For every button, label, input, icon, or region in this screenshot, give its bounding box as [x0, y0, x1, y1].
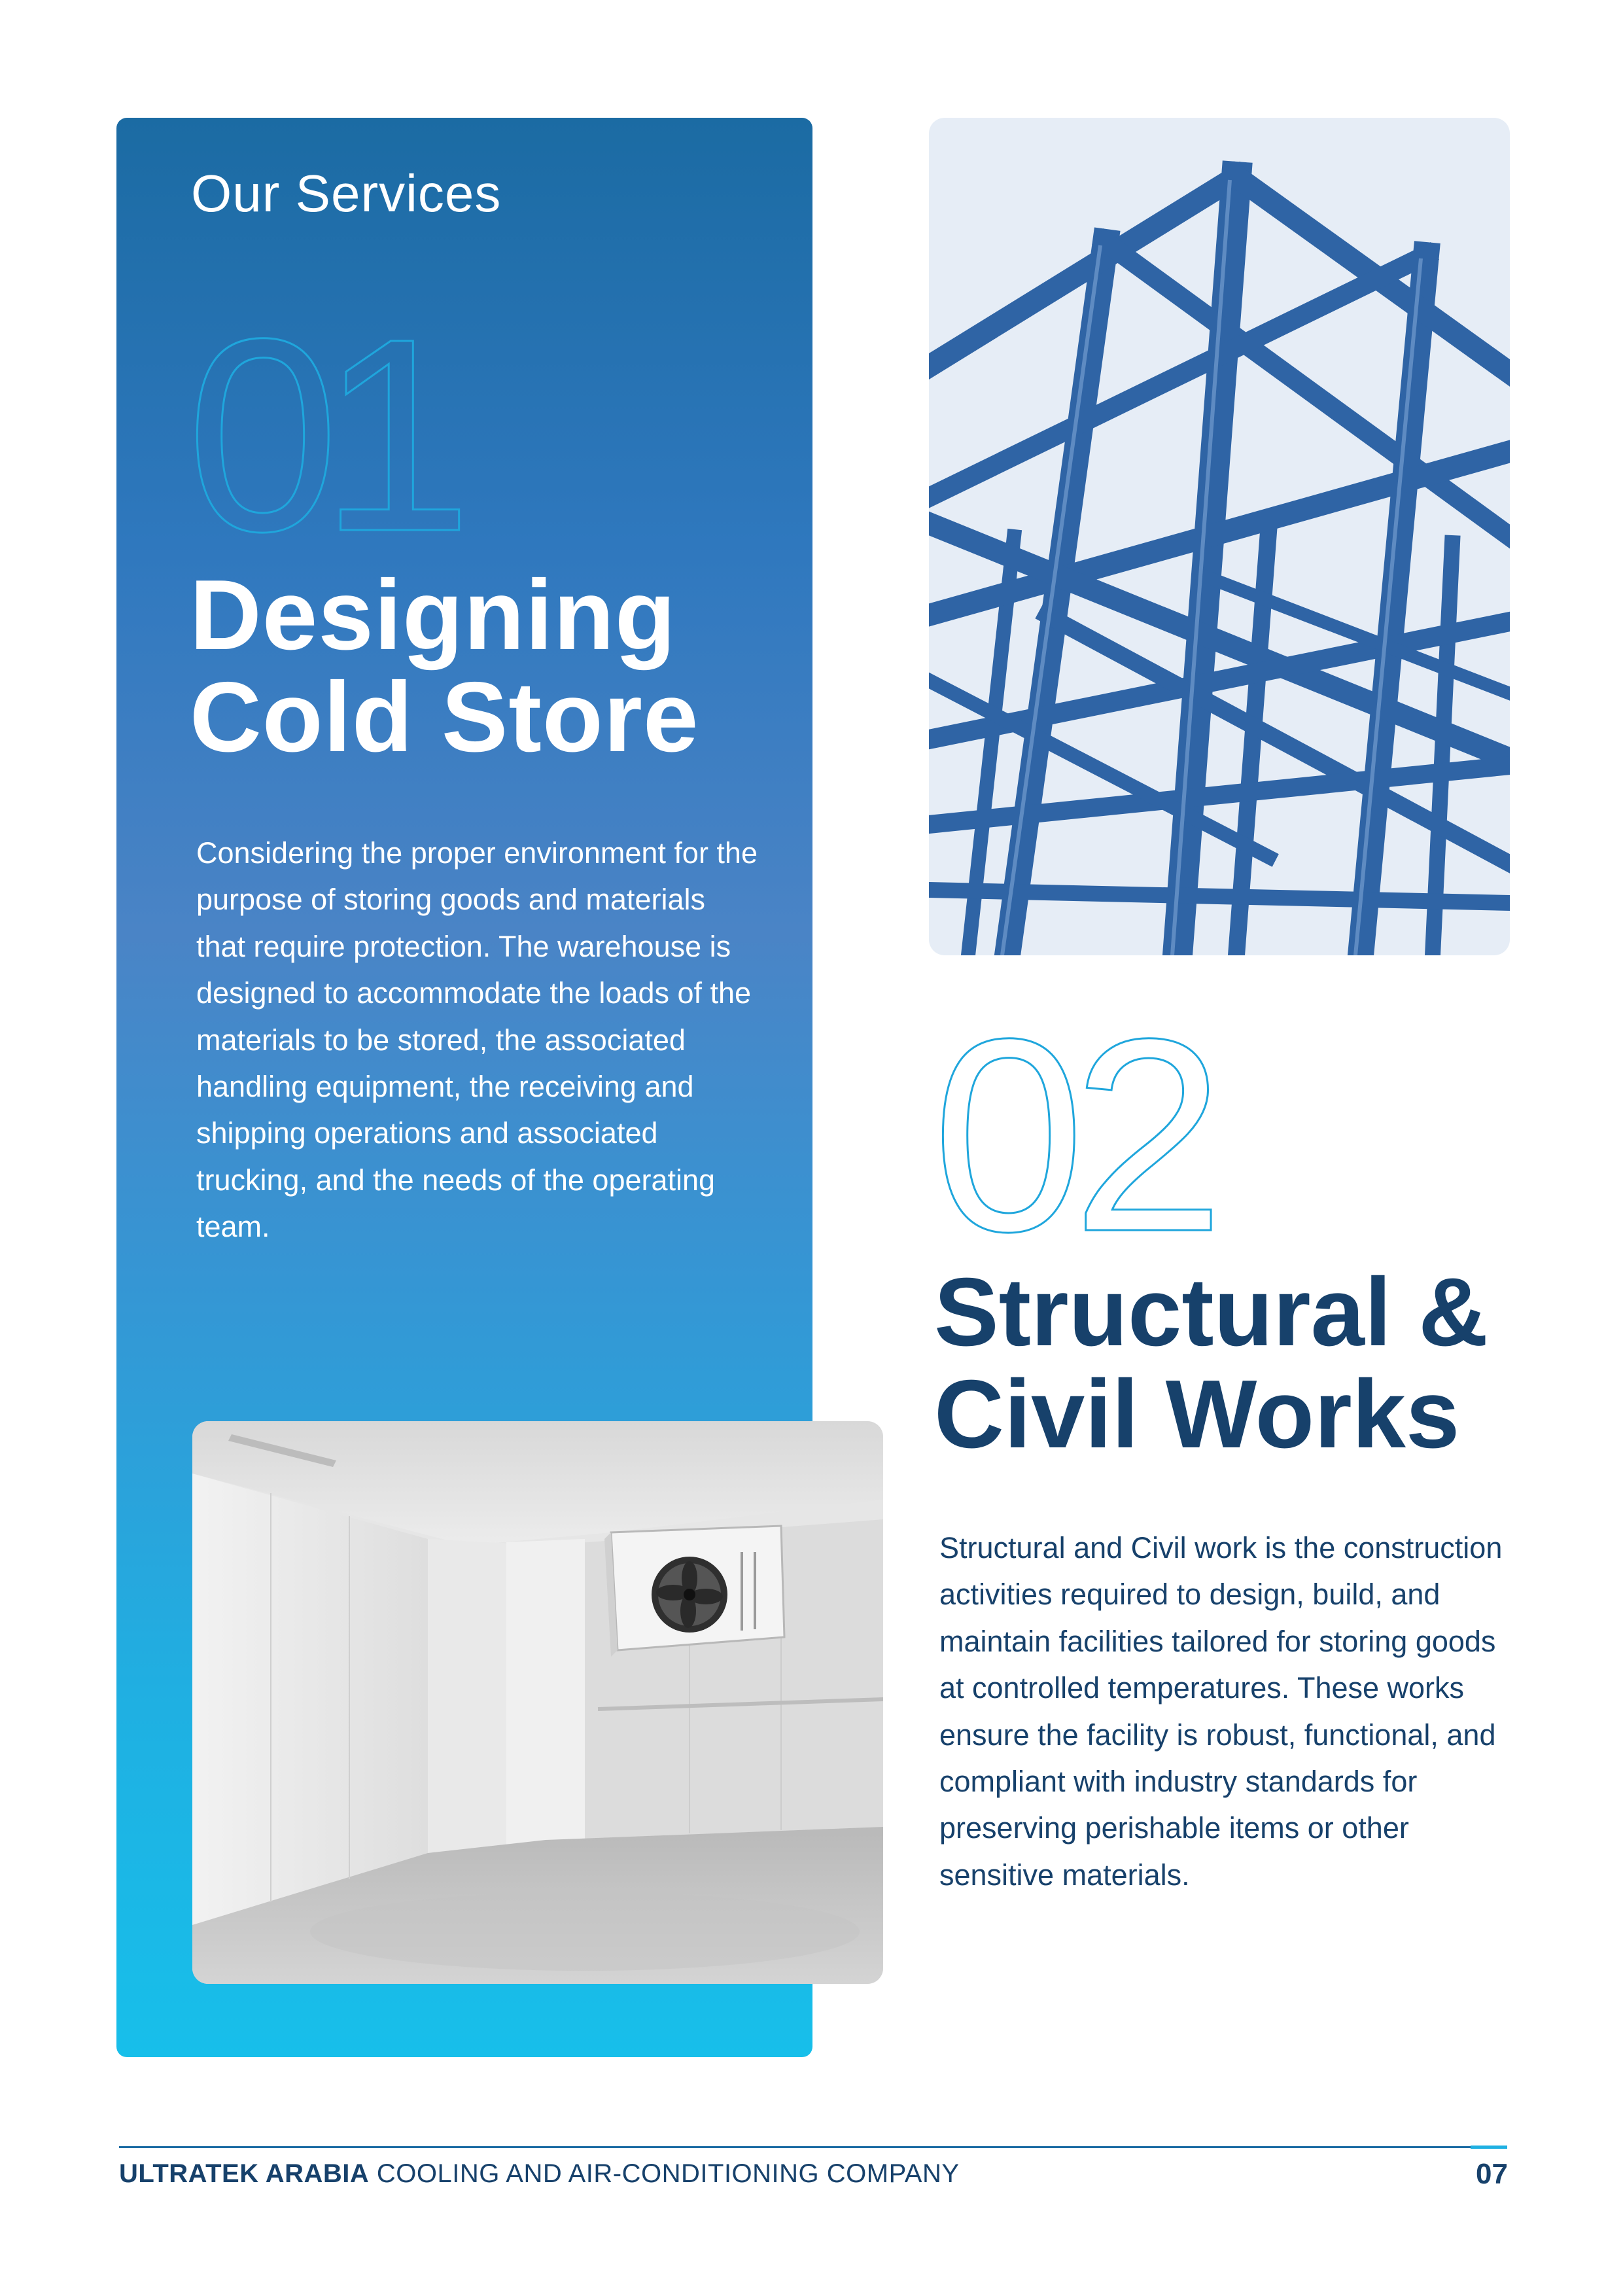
evaporator-unit — [604, 1526, 784, 1657]
service2-description: Structural and Civil work is the construction activities required to design, build, and maintain facilities tailored for storing goods at controlled temperatures. These works ensure the facility is robust, functional, and compliant with industry standards for preserving perishable items or other sensitive materials. — [939, 1531, 1503, 1892]
section-label: Our Services — [191, 164, 502, 222]
service2-title-line1: Structural & — [934, 1258, 1489, 1366]
page-number: 07 — [1476, 2158, 1508, 2190]
service1-description: Considering the proper environment for the purpose of storing goods and materials that require protection. The warehouse is designed to accommodate the loads of the materials to be stored, the associated handling equipment, the receiving and shipping operations and associated trucking, and the needs of the operating team. — [196, 836, 758, 1244]
service2-title-line2: Civil Works — [934, 1360, 1460, 1468]
footer-accent — [1471, 2146, 1507, 2149]
service-number-02 — [932, 982, 1272, 1289]
footer-company-bold: ULTRATEK ARABIA — [119, 2159, 370, 2188]
service-number-01 — [186, 282, 461, 589]
cold-room-photo — [192, 1421, 883, 1984]
service1-title-line2: Cold Store — [190, 662, 699, 773]
footer-company-name — [119, 2159, 960, 2189]
footer-divider — [119, 2146, 1506, 2148]
service1-title-line1: Designing — [190, 559, 676, 671]
service2-title — [934, 1258, 1614, 1468]
footer-company-rest: COOLING AND AIR-CONDITIONING COMPANY — [369, 2159, 960, 2188]
steel-structure-photo — [929, 118, 1510, 955]
svg-text:02: 02 — [932, 982, 1212, 1289]
svg-text:01: 01 — [186, 282, 453, 589]
service1-title — [190, 559, 778, 773]
